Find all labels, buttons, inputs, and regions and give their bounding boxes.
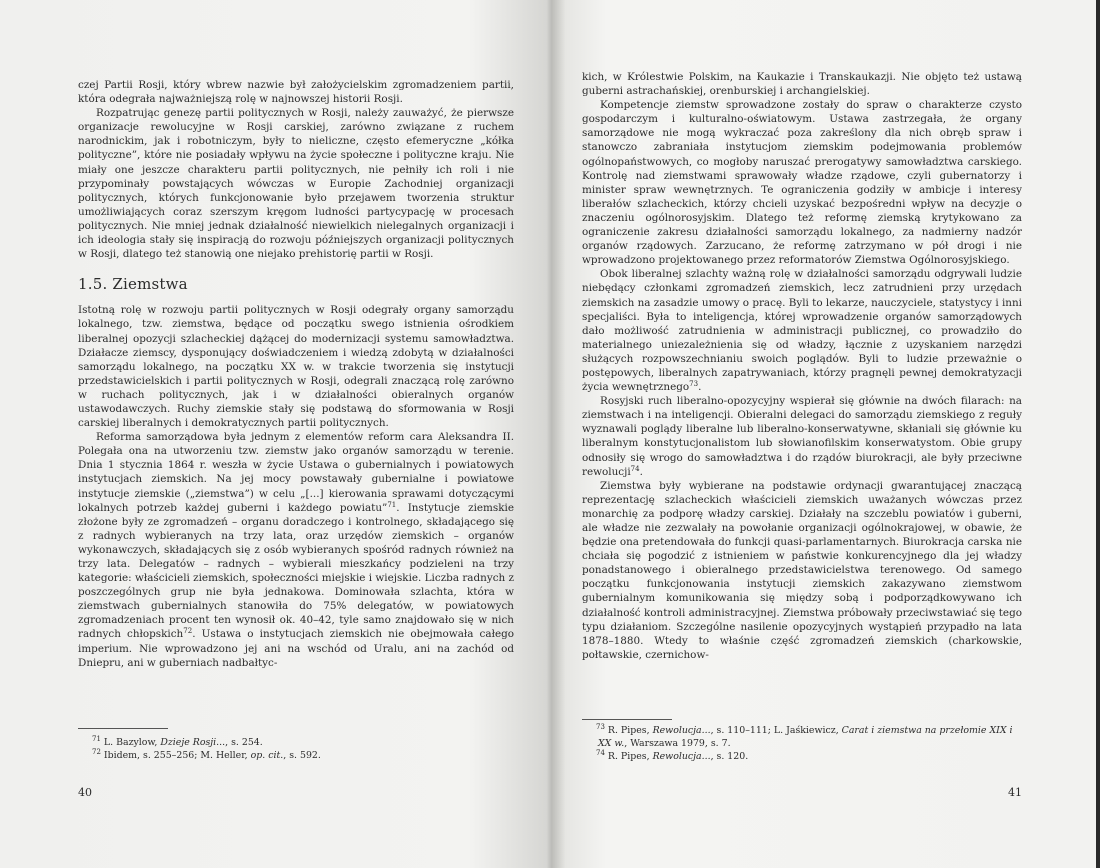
paragraph: Istotną rolę w rozwoju partii politycznych w Rosji odegrały organy samorządu lokalnego, tzw. ziemstwa, będące od początku swego istnienia ośrodkiem liberalnej opozycji szlacheckiej dążącej do modernizacji systemu samowładztwa. Działacze ziemscy, dysponujący doświadczeniem i wiedzą zdobytą w działalności samorządu lokalnego, na początku XX w. w trakcie tworzenia się instytucji przedstawicielskich i partii politycznych w Rosji, odegrali znaczącą rolę zarówno w ruchach politycznych, jak i w działalności obieralnych organów ustawodawczych. Ruchy ziemskie stały się podstawą do sformowania w Rosji carskiej liberalnych i demokratycznych partii politycznych.: [78, 304, 514, 430]
paragraph: Kompetencje ziemstw sprowadzone zostały do spraw o charakterze czysto gospodarczym i kulturalno-oświatowym. Ustawa zastrzegała, że organy samorządowe nie mogą wykraczać poza zakreślony dla nich obręb spraw i stanowczo zabraniała instytucjom ziemskim podejmowania problemów ogólnopaństwowych, co mogłoby naruszać prerogatywy samowładztwa carskiego. Kontrolę nad ziemstwami sprawowały władze rządowe, czyli gubernatorzy i minister spraw wewnętrznych. Te ograniczenia godziły w ambicje i interesy liberałów szlacheckich, którzy chcieli uzyskać bezpośredni wpływ na decyzje o znaczeniu ogólnorosyjskim. Dlatego też reformę ziemską krytykowano za ograniczenie zakresu działalności samorządu lokalnego, za nadmierny nadzór organów rządowych. Zarzucano, że reformę zatrzymano w pół drogi i nie wprowadzono projektowanego przez reformatorów Ziemstwa Ogólnorosyjskiego.: [582, 99, 1022, 267]
paragraph: Ziemstwa były wybierane na podstawie ordynacji gwarantującej znaczącą reprezentację szlacheckich właścicieli ziemskich uważanych wówczas przez monarchię za podporę władzy carskiej. Działały na szczeblu powiatów i guberni, ale władze nie zezwalały na powołanie organizacji ogólnokrajowej, w obawie, że będzie ona pretendowała do funkcji quasi-parlamentarnych. Biurokracja carska nie chciała się pogodzić z istnieniem w państwie konkurencyjnego dla jej władzy ponadstanowego i obieralnego przedstawicielstwa terenowego. Od samego początku funkcjonowania instytucji ziemskich zakazywano ziemstwom gubernialnym komunikowania się między sobą i podporządkowywano ich działalność kontroli administracyjnej. Ziemstwa próbowały przeciwstawiać się tego typu działaniom. Szczególne nasilenie opozycyjnych wystąpień przypadło na lata 1878–1880. Wtedy to właśnie część zgromadzeń ziemskich (charkowskie, połtawskie, czernichow-: [582, 479, 1022, 661]
footnotes: [582, 724, 1022, 763]
paragraph: Rozpatrując genezę partii politycznych w Rosji, należy zauważyć, że pierwsze organizacje rewolucyjne w Rosji carskiej, zarówno związane z ruchem narodnickim, jak i robotniczym, były to nieliczne, często efemeryczne „kółka polityczne”, które nie posiadały wpływu na życie społeczne i polityczne kraju. Nie miały one jeszcze charakteru partii politycznych, nie pełniły ich roli i nie przypominały powstających wówczas w Europie Zachodniej organizacji politycznych, których funkcjonowanie było przejawem tworzenia struktur umożliwiających coraz szerszym kręgom ludności partycypację w procesach politycznych. Nie mniej jednak działalność niewielkich nielegalnych organizacji i ich ideologia stały się inspiracją do rozwoju późniejszych organizacji politycznych w Rosji, dlatego też stanowią one niejako prehistorię partii w Rosji.: [78, 107, 514, 261]
paragraph: Rosyjski ruch liberalno-opozycyjny wspierał się głównie na dwóch filarach: na ziemstwach i na inteligencji. Obieralni delegaci do samorządu ziemskiego z reguły wyznawali poglądy liberalne lub liberalno-konserwatywne, skłaniali się głównie ku liberalnym konstytucjonalistom lub słowianofilskim konserwatystom. Obie grupy odnosiły się wrogo do samowładztwa i do rządów biurokracji, ale były przeciwne rewolucji$^{74}$.: [582, 395, 1022, 478]
page-number: 40: [78, 786, 92, 799]
footnote: $^{74}$ R. Pipes, Rewolucja..., s. 120.: [596, 749, 749, 762]
footnote-ref: 73: [689, 380, 699, 389]
paragraph: Reforma samorządowa była jednym z elementów reform cara Aleksandra II. Polegała ona na utworzeniu tzw. ziemstw jako organów samorządu w terenie. Dnia 1 stycznia 1864 r. weszła w życie Ustawa o gubernialnych i powiatowych instytucjach ziemskich. Na jej mocy powstawały gubernialne i powiatowe instytucje ziemskie („ziemstwa”) w celu „[...] kierowania sprawami dotyczącymi lokalnych potrzeb każdej guberni i każdego powiatu”$^{71}$. Instytucje ziemskie złożone były ze zgromadzeń – organu doradczego i kontrolnego, składającego się z radnych wybieranych na trzy lata, oraz urzędów ziemskich – organów wykonawczych, składających się z osób wybieranych spośród radnych również na trzy lata. Delegatów – radnych – wybierali mieszkańcy podzieleni na trzy kategorie: właścicieli ziemskich, społeczności miejskie i wiejskie. Liczba radnych z poszczególnych grup nie była jednakowa. Dominowała szlachta, która w ziemstwach gubernialnych stanowiła do 75% delegatów, w powiatowych zgromadzeniach procent ten wynosił ok. 40–42, tyle samo znajdowało się w nich radnych chłopskich$^{72}$. Ustawa o instytucjach ziemskich nie obejmowała całego imperium. Nie wprowadzono jej ani na wschód od Uralu, ani na zachód od Dniepru, ani w guberniach nadbałtyc-: [78, 431, 515, 669]
paragraph: kich, w Królestwie Polskim, na Kaukazie i Transkaukazji. Nie objęto też ustawą guberni astrachańskiej, orenburskiej i archangielskiej.: [582, 71, 1022, 98]
footnote-ref: 74: [630, 464, 640, 473]
right-page: [552, 0, 1096, 868]
footnote: $^{73}$ R. Pipes, Rewolucja..., s. 110–111; L. Jaśkiewicz, Carat i ziemstwa na przełomie XIX i XX w., Warszawa 1979, s. 7.: [596, 723, 1013, 749]
footnote-ref: 72: [183, 627, 193, 636]
paragraph: czej Partii Rosji, który wbrew nazwie był założycielskim zgromadzeniem partii, która odegrała najważniejszą rolę w najnowszej historii Rosji.: [78, 79, 514, 106]
footnote-ref: 71: [387, 500, 397, 509]
left-page-body: [78, 78, 514, 670]
footnotes: [78, 736, 514, 762]
scan-edge: [1096, 0, 1100, 868]
footnote: $^{72}$ Ibidem, s. 255–256; M. Heller, op. cit., s. 592.: [92, 748, 321, 761]
right-page-body: [582, 70, 1022, 662]
footnote: $^{71}$ L. Bazylow, Dzieje Rosji..., s. 254.: [92, 735, 263, 748]
section-heading: 1.5. Ziemstwa: [78, 275, 188, 294]
footnote-divider: [582, 719, 672, 720]
paragraph: Obok liberalnej szlachty ważną rolę w działalności samorządu odgrywali ludzie niebędący członkami zgromadzeń ziemskich, lecz zatrudnieni przy urzędach ziemskich na zasadzie umowy o pracę. Byli to lekarze, nauczyciele, statystycy i inni specjaliści. Była to inteligencja, której wprowadzenie organów samorządowych dało możliwość zatrudnienia w administracji publicznej, co prowadziło do materialnego uniezależnienia się od władzy, łącznie z uzyskaniem narzędzi służących rozpowszechnianiu swoich poglądów. Byli to ludzie przeważnie o postępowych, liberalnych zapatrywaniach, którzy pragnęli pewnej demokratyzacji życia wewnętrznego$^{73}$.: [582, 268, 1022, 394]
page-number: 41: [1008, 786, 1022, 799]
footnote-divider: [78, 728, 168, 729]
